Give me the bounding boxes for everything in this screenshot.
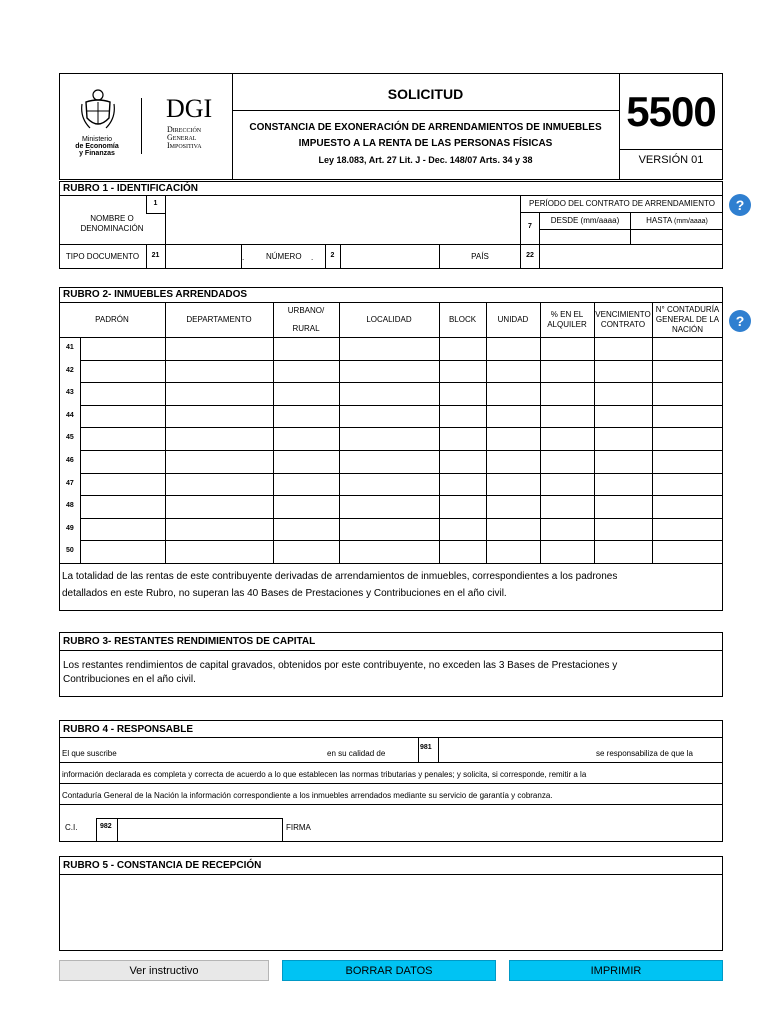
header-contaduria: N° CONTADURÍA GENERAL DE LA NACIÓN — [655, 305, 720, 334]
table-cell-input[interactable] — [596, 542, 650, 561]
table-cell-input[interactable] — [167, 520, 271, 539]
code-label: 981 — [420, 744, 432, 751]
desde-input[interactable] — [541, 231, 629, 243]
rubro3-text: Los restantes rendimientos de capital gravados, obtenidos por este contribuyente, no exceden las 3 Bases de Prestaciones y Contribuciones en el año civil. — [63, 660, 618, 685]
table-cell-input[interactable] — [275, 452, 337, 471]
row-code: 41 — [66, 344, 74, 351]
rubro1-title: RUBRO 1 - IDENTIFICACIÓN — [63, 183, 198, 194]
table-cell-input[interactable] — [341, 407, 437, 426]
table-cell-input[interactable] — [82, 497, 163, 516]
header-porcentaje: % EN EL ALQUILER — [547, 310, 587, 329]
table-cell-input[interactable] — [167, 475, 271, 494]
table-cell-input[interactable] — [167, 339, 271, 358]
table-cell-input[interactable] — [596, 384, 650, 403]
table-cell-input[interactable] — [341, 542, 437, 561]
table-cell-input[interactable] — [654, 542, 721, 561]
code-label: 2 — [330, 252, 335, 259]
table-cell-input[interactable] — [341, 497, 437, 516]
table-cell-input[interactable] — [488, 362, 538, 381]
dgi-logo: DGI — [166, 94, 213, 123]
table-cell-input[interactable] — [441, 339, 484, 358]
table-cell-input[interactable] — [82, 429, 163, 448]
calidad-input[interactable] — [440, 740, 580, 760]
table-cell-input[interactable] — [341, 520, 437, 539]
code-label: 1 — [153, 200, 158, 207]
period-label: PERÍODO DEL CONTRATO DE ARRENDAMIENTO — [529, 199, 715, 208]
table-cell-input[interactable] — [654, 339, 721, 358]
row-code: 43 — [66, 389, 74, 397]
ci-label: C.I. — [65, 823, 78, 832]
table-cell-input[interactable] — [341, 452, 437, 471]
row-code: 42 — [66, 366, 74, 374]
table-cell-input[interactable] — [275, 475, 337, 494]
header-block: BLOCK — [448, 315, 477, 324]
name-input[interactable] — [167, 200, 517, 240]
table-cell-input[interactable] — [167, 542, 271, 561]
table-cell-input[interactable] — [275, 429, 337, 448]
table-cell-input[interactable] — [654, 362, 721, 381]
table-cell-input[interactable] — [596, 339, 650, 358]
code-label: 21 — [151, 252, 160, 259]
table-cell-input[interactable] — [82, 384, 163, 403]
row-code: 44 — [66, 411, 74, 419]
form-subtitle: CONSTANCIA DE EXONERACIÓN DE ARRENDAMIENTOS DE INMUEBLES — [249, 122, 602, 133]
coat-of-arms-icon — [80, 88, 116, 134]
pais-label: PAÍS — [471, 252, 489, 261]
declaration-text: Contaduría General de la Nación la información correspondiente a los inmuebles arrendados mediante su servicio de garantía y cobranza. — [62, 791, 553, 800]
table-cell-input[interactable] — [596, 407, 650, 426]
table-cell-input[interactable] — [275, 520, 337, 539]
ministry-label: Ministerio de Economía y Finanzas — [75, 136, 119, 157]
table-cell-input[interactable] — [82, 520, 163, 539]
hasta-label: HASTA (mm/aaaa) — [646, 216, 708, 225]
rubro5-title: RUBRO 5 - CONSTANCIA DE RECEPCIÓN — [63, 860, 262, 871]
table-cell-input[interactable] — [275, 362, 337, 381]
table-cell-input[interactable] — [542, 339, 592, 358]
table-cell-input[interactable] — [441, 497, 484, 516]
logo-divider — [141, 98, 142, 154]
table-cell-input[interactable] — [441, 362, 484, 381]
numero-label: NÚMERO — [266, 252, 302, 261]
table-cell-input[interactable] — [82, 362, 163, 381]
table-cell-input[interactable] — [441, 542, 484, 561]
table-cell-input[interactable] — [341, 362, 437, 381]
table-cell-input[interactable] — [488, 384, 538, 403]
table-cell-input[interactable] — [82, 407, 163, 426]
numero-input[interactable] — [342, 247, 437, 267]
form-subtitle: IMPUESTO A LA RENTA DE LAS PERSONAS FÍSICAS — [298, 138, 553, 149]
rubro2-help-icon[interactable]: ? — [729, 310, 751, 332]
table-cell-input[interactable] — [167, 497, 271, 516]
table-cell-input[interactable] — [341, 475, 437, 494]
code-label: 22 — [526, 252, 534, 259]
table-cell-input[interactable] — [542, 429, 592, 448]
table-cell-input[interactable] — [82, 475, 163, 494]
table-cell-input[interactable] — [654, 384, 721, 403]
table-cell-input[interactable] — [654, 407, 721, 426]
table-cell-input[interactable] — [488, 339, 538, 358]
header-divider — [232, 110, 619, 111]
row-code: 50 — [66, 547, 74, 555]
table-cell-input[interactable] — [654, 497, 721, 516]
table-cell-input[interactable] — [275, 497, 337, 516]
rubro3-title: RUBRO 3- RESTANTES RENDIMIENTOS DE CAPITAL — [63, 636, 316, 647]
table-cell-input[interactable] — [542, 407, 592, 426]
table-cell-input[interactable] — [542, 452, 592, 471]
header-divider — [619, 149, 723, 150]
law-reference: Ley 18.083, Art. 27 Lit. J - Dec. 148/07 Arts. 34 y 38 — [318, 155, 533, 165]
dgi-subtitle: Dirección General Impositiva — [167, 125, 202, 150]
table-cell-input[interactable] — [488, 475, 538, 494]
table-cell-input[interactable] — [441, 475, 484, 494]
table-cell-input[interactable] — [441, 384, 484, 403]
row-code: 48 — [66, 502, 74, 510]
table-cell-input[interactable] — [596, 475, 650, 494]
table-cell-input[interactable] — [82, 339, 163, 358]
ci-input[interactable] — [119, 821, 280, 840]
tipo-documento-label: TIPO DOCUMENTO — [65, 252, 140, 261]
table-cell-input[interactable] — [542, 497, 592, 516]
table-cell-input[interactable] — [441, 429, 484, 448]
table-cell-input[interactable] — [488, 407, 538, 426]
form-number: 5500 — [626, 88, 716, 135]
table-cell-input[interactable] — [654, 520, 721, 539]
hasta-input[interactable] — [632, 231, 722, 243]
table-cell-input[interactable] — [654, 475, 721, 494]
form-version: VERSIÓN 01 — [638, 154, 704, 166]
table-cell-input[interactable] — [341, 429, 437, 448]
table-cell-input[interactable] — [441, 407, 484, 426]
table-cell-input[interactable] — [542, 362, 592, 381]
firma-label: FIRMA — [286, 823, 311, 832]
table-cell-input[interactable] — [275, 384, 337, 403]
row-code: 46 — [66, 457, 74, 464]
table-cell-input[interactable] — [488, 452, 538, 471]
table-cell-input[interactable] — [596, 429, 650, 448]
table-cell-input[interactable] — [82, 542, 163, 561]
table-cell-input[interactable] — [82, 452, 163, 471]
table-cell-input[interactable] — [341, 384, 437, 403]
table-cell-input[interactable] — [542, 475, 592, 494]
rubro1-help-icon[interactable]: ? — [729, 194, 751, 216]
header-localidad: LOCALIDAD — [366, 315, 412, 324]
separator-dot: . — [311, 253, 314, 262]
row-code: 45 — [66, 434, 74, 442]
table-cell-input[interactable] — [341, 339, 437, 358]
header-urbano-rural: URBANO/ RURAL — [287, 306, 325, 333]
borrar-datos-button[interactable]: BORRAR DATOS — [282, 960, 496, 981]
row-code: 49 — [66, 524, 74, 532]
header-vencimiento: VENCIMIENTO CONTRATO — [595, 310, 651, 329]
table-cell-input[interactable] — [441, 520, 484, 539]
calidad-label: en su calidad de — [327, 749, 386, 758]
table-cell-input[interactable] — [596, 520, 650, 539]
table-cell-input[interactable] — [167, 362, 271, 381]
responsabiliza-label: se responsabiliza de que la — [596, 749, 693, 758]
table-cell-input[interactable] — [596, 362, 650, 381]
table-cell-input[interactable] — [167, 452, 271, 471]
tipo-documento-input[interactable] — [167, 247, 239, 267]
rubro2-note: La totalidad de las rentas de este contribuyente derivadas de arrendamientos de inmuebles, correspondientes a los padrones detallados en este Rubro, no superan las 40 Bases de Prestaciones y Contribuciones en el año civil. — [62, 571, 618, 599]
table-cell-input[interactable] — [167, 407, 271, 426]
table-cell-input[interactable] — [488, 520, 538, 539]
suscribe-label: El que suscribe — [62, 749, 117, 758]
table-cell-input[interactable] — [275, 542, 337, 561]
table-cell-input[interactable] — [488, 429, 538, 448]
table-cell-input[interactable] — [596, 452, 650, 471]
table-cell-input[interactable] — [488, 542, 538, 561]
table-cell-input[interactable] — [542, 520, 592, 539]
table-cell-input[interactable] — [654, 452, 721, 471]
table-cell-input[interactable] — [167, 384, 271, 403]
rubro2-title: RUBRO 2- INMUEBLES ARRENDADOS — [63, 289, 248, 300]
table-cell-input[interactable] — [441, 452, 484, 471]
code-label: 982 — [100, 823, 112, 830]
ver-instructivo-button[interactable]: Ver instructivo — [59, 960, 269, 981]
table-cell-input[interactable] — [488, 497, 538, 516]
form-title: SOLICITUD — [387, 86, 464, 102]
pais-input[interactable] — [541, 247, 721, 267]
code-label: 7 — [528, 223, 532, 230]
table-cell-input[interactable] — [542, 384, 592, 403]
header-unidad: UNIDAD — [497, 315, 529, 324]
desde-label: DESDE (mm/aaaa) — [550, 216, 620, 225]
table-cell-input[interactable] — [275, 339, 337, 358]
imprimir-button[interactable]: IMPRIMIR — [509, 960, 723, 981]
table-cell-input[interactable] — [275, 407, 337, 426]
header-departamento: DEPARTAMENTO — [186, 315, 252, 324]
header-padron: PADRÓN — [95, 315, 129, 324]
separator-dot: . — [242, 253, 245, 262]
table-cell-input[interactable] — [654, 429, 721, 448]
table-cell-input[interactable] — [167, 429, 271, 448]
table-cell-input[interactable] — [596, 497, 650, 516]
declaration-text: información declarada es completa y correcta de acuerdo a lo que establecen las normas tributarias y penales; y solicita, si corresponde, remitir a la — [62, 770, 587, 779]
row-code: 47 — [66, 479, 74, 487]
table-cell-input[interactable] — [542, 542, 592, 561]
table-divider — [59, 563, 723, 564]
suscribe-input[interactable] — [140, 742, 320, 760]
rubro4-title: RUBRO 4 - RESPONSABLE — [63, 724, 194, 735]
name-label: NOMBRE O DENOMINACIÓN — [80, 214, 144, 233]
